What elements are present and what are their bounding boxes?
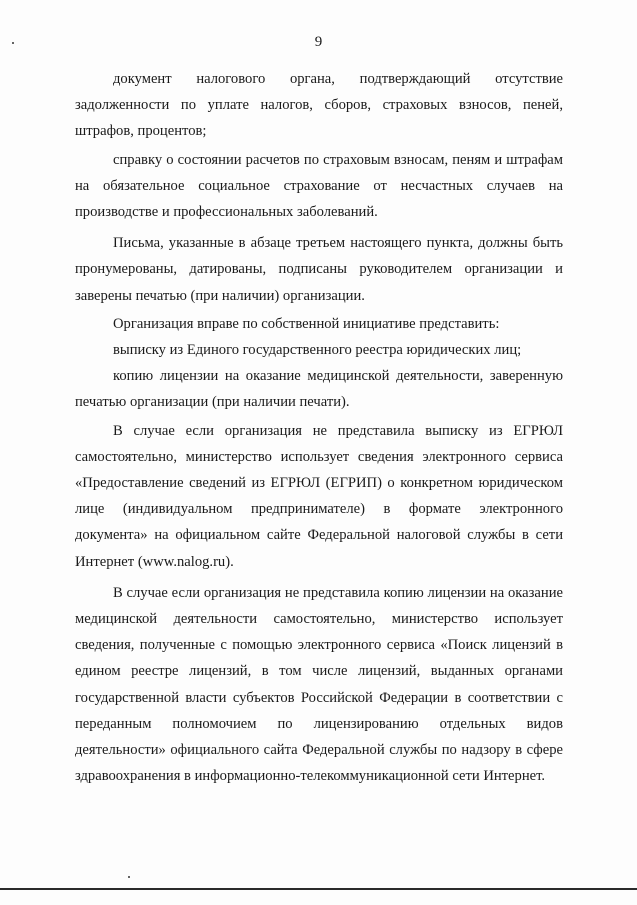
paragraph-organization-may-submit: Организация вправе по собственной инициативе представить:	[113, 315, 500, 332]
page-number: 9	[314, 34, 323, 50]
paragraph-letters-requirements: Письма, указанные в абзаце третьем настоящего пункта, должны быть пронумерованы, датированы, подписаны руководителем организации и заверены печатью (при наличии) организации.	[75, 235, 563, 304]
paragraph-tax-document: документ налогового органа, подтверждающий отсутствие задолженности по уплате налогов, сборов, страховых взносов, пеней, штрафов, процентов;	[75, 71, 563, 140]
paragraph-license-copy: копию лицензии на оказание медицинской деятельности, заверенную печатью организации (при наличии печати).	[75, 368, 563, 411]
paragraph-egrul-service: В случае если организация не представила выписку из ЕГРЮЛ самостоятельно, министерство использует сведения электронного сервиса «Предоставление сведений из ЕГРЮЛ (ЕГРИП) о конкретном юридическом лице (индивидуальном предпринимателе) в формате электронного документа» на официальном сайте Федеральной налоговой службы в сети Интернет (www.nalog.ru).	[75, 422, 563, 570]
paragraph-egrul-extract: выписку из Единого государственного реестра юридических лиц;	[113, 342, 522, 359]
scan-edge-line	[0, 888, 637, 890]
paragraph-license-service: В случае если организация не представила копию лицензии на оказание медицинской деятельности самостоятельно, министерство использует сведения, полученные с помощью электронного сервиса «Поиск лицензий в едином реестре лицензий, в том числе лицензий, выданных органами государственной власти субъектов Российской Федерации в соответствии с переданным полномочием по лицензированию отдельных видов деятельности» официального сайта Федеральной службы по надзору в сфере здравоохранения в информационно-телекоммуникационной сети Интернет.	[75, 584, 563, 785]
scan-speck	[128, 876, 130, 878]
document-body	[75, 66, 563, 789]
paragraph-insurance-certificate: справку о состоянии расчетов по страховым взносам, пеням и штрафам на обязательное социальное страхование от несчастных случаев на производстве и профессиональных заболеваний.	[75, 151, 563, 221]
scan-speck	[12, 42, 14, 44]
